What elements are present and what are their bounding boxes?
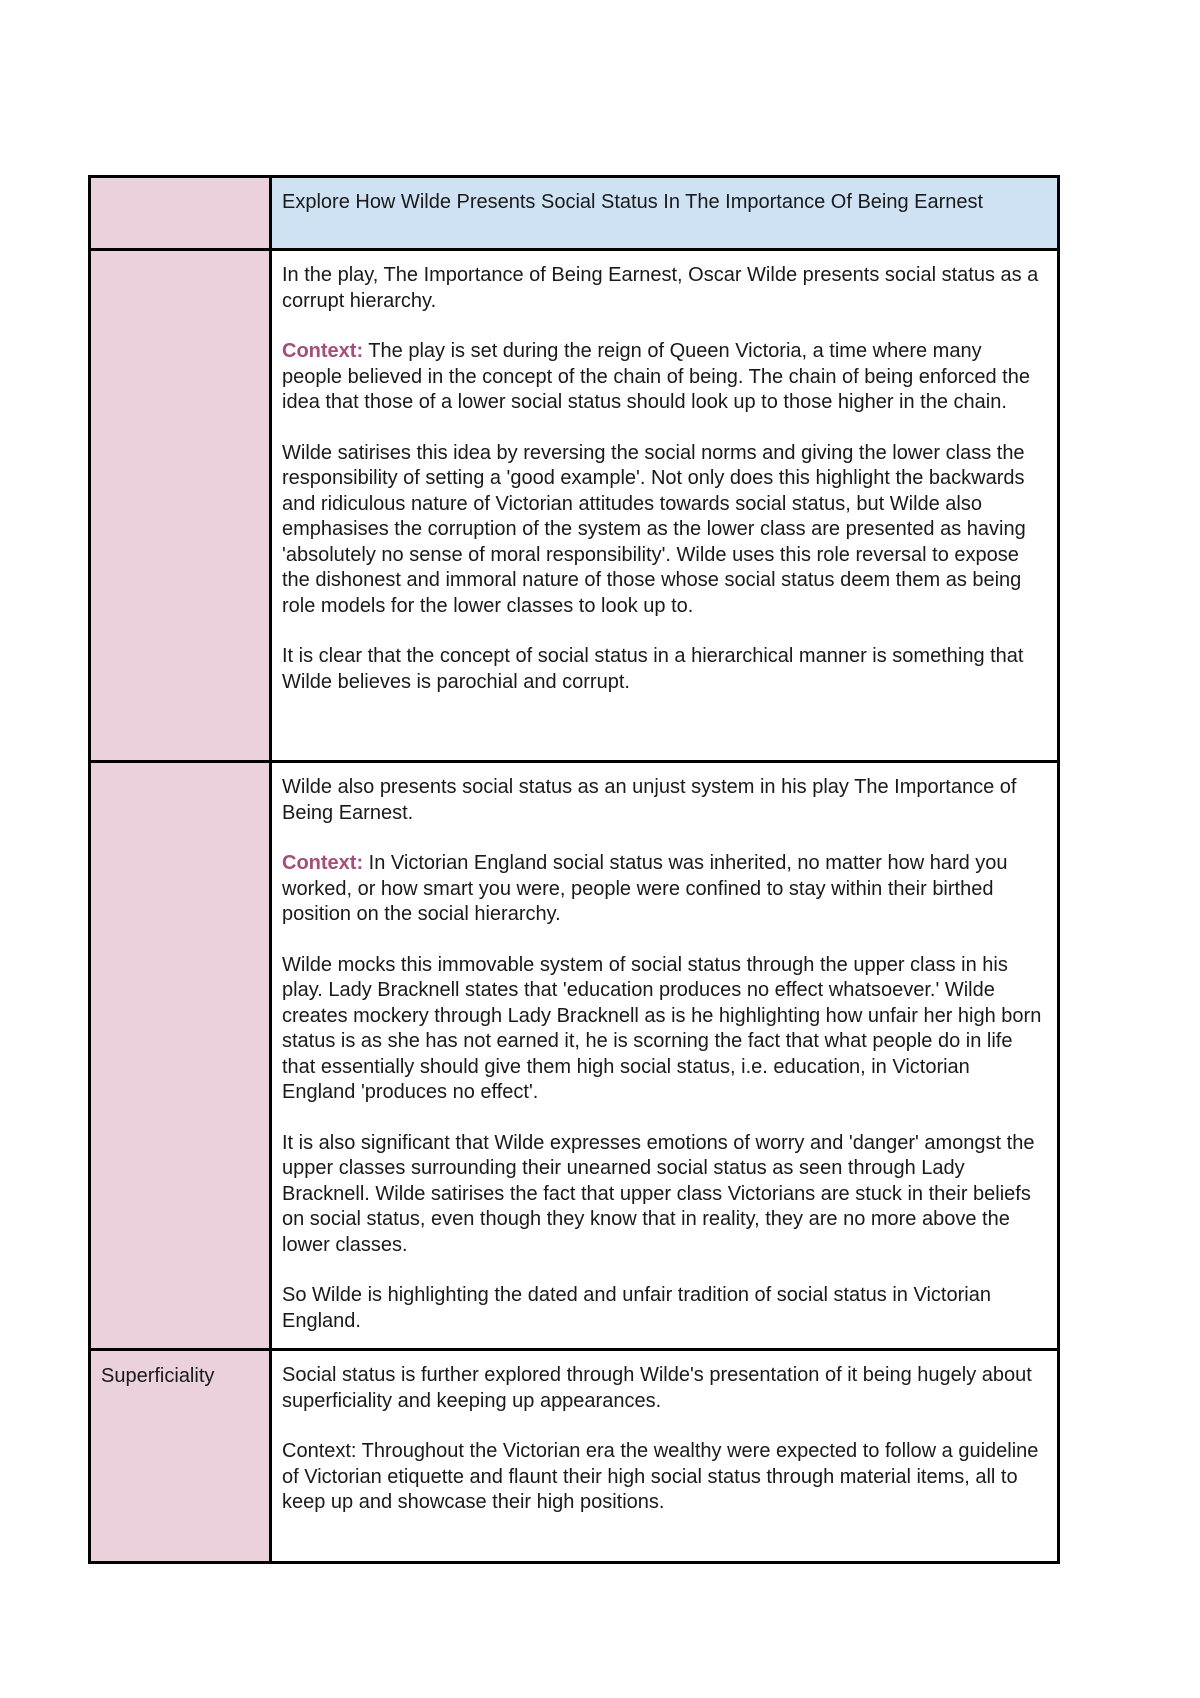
- paragraph: Context: Throughout the Victorian era the wealthy were expected to follow a guideline of Victorian etiquette and flaunt their high social status through material items, all to keep up and showcase their high positions.: [282, 1440, 1039, 1513]
- paragraph: Wilde mocks this immovable system of social status through the upper class in his play. Lady Bracknell states that 'education produces no effect whatsoever.' Wilde creates mockery through Lady Bracknell as is he highlighting how unfair her high born status is as she has not earned it, he is scorning the fact that what people do in life that essentially should give them high social status, i.e. education, in Victorian England 'produces no effect'.: [282, 953, 1042, 1103]
- paragraph: Wilde satirises this idea by reversing the social norms and giving the lower class the responsibility of setting a 'good example'. Not only does this highlight the backwards and ridiculous nature of Victorian attitudes towards social status, but Wilde also emphasises the corruption of the system as the lower class are presented as having 'absolutely no sense of moral responsibility'. Wilde uses this role reversal to expose the dishonest and immoral nature of those whose social status deem them as being role models for the lower classes to look up to.: [282, 441, 1026, 617]
- context-text: In Victorian England social status was inherited, no matter how hard you worked, or how smart you were, people were confined to stay within their birthed position on the social hierarchy.: [282, 852, 1008, 925]
- context-label: Context:: [282, 340, 364, 362]
- section-label-superficiality: Superficiality: [90, 1350, 271, 1563]
- context-paragraph: [282, 851, 1047, 928]
- paragraph: Social status is further explored through Wilde's presentation of it being hugely about superficiality and keeping up appearances.: [282, 1364, 1032, 1412]
- essay-table: [88, 175, 1060, 1564]
- section-row-1: [90, 250, 1059, 762]
- context-text: The play is set during the reign of Queen Victoria, a time where many people believed in the concept of the chain of being. The chain of being enforced the idea that those of a lower social status should look up to those higher in the chain.: [282, 340, 1030, 413]
- context-paragraph: [282, 339, 1047, 416]
- section-content-3: [271, 1350, 1059, 1563]
- section-row-3: [90, 1350, 1059, 1563]
- header-row: [90, 177, 1059, 250]
- paragraph: It is clear that the concept of social status in a hierarchical manner is something that Wilde believes is parochial and corrupt.: [282, 645, 1024, 693]
- paragraph: So Wilde is highlighting the dated and unfair tradition of social status in Victorian England.: [282, 1284, 991, 1332]
- section-content-2: [271, 762, 1059, 1350]
- essay-title: Explore How Wilde Presents Social Status In The Importance Of Being Earnest: [282, 191, 984, 213]
- section-row-2: [90, 762, 1059, 1350]
- paragraph: Wilde also presents social status as an unjust system in his play The Importance of Being Earnest.: [282, 776, 1017, 824]
- context-label: Context:: [282, 852, 364, 874]
- section-content-1: [271, 250, 1059, 762]
- section-label-1: [90, 250, 271, 762]
- essay-title-cell: [271, 177, 1059, 250]
- section-label-2: [90, 762, 271, 1350]
- paragraph: It is also significant that Wilde expresses emotions of worry and 'danger' amongst the upper classes surrounding their unearned social status as seen through Lady Bracknell. Wilde satirises the fact that upper class Victorians are stuck in their beliefs on social status, even though they know that in reality, they are no more above the lower classes.: [282, 1131, 1035, 1256]
- paragraph: In the play, The Importance of Being Earnest, Oscar Wilde presents social status as a corrupt hierarchy.: [282, 264, 1039, 312]
- header-left-cell: [90, 177, 271, 250]
